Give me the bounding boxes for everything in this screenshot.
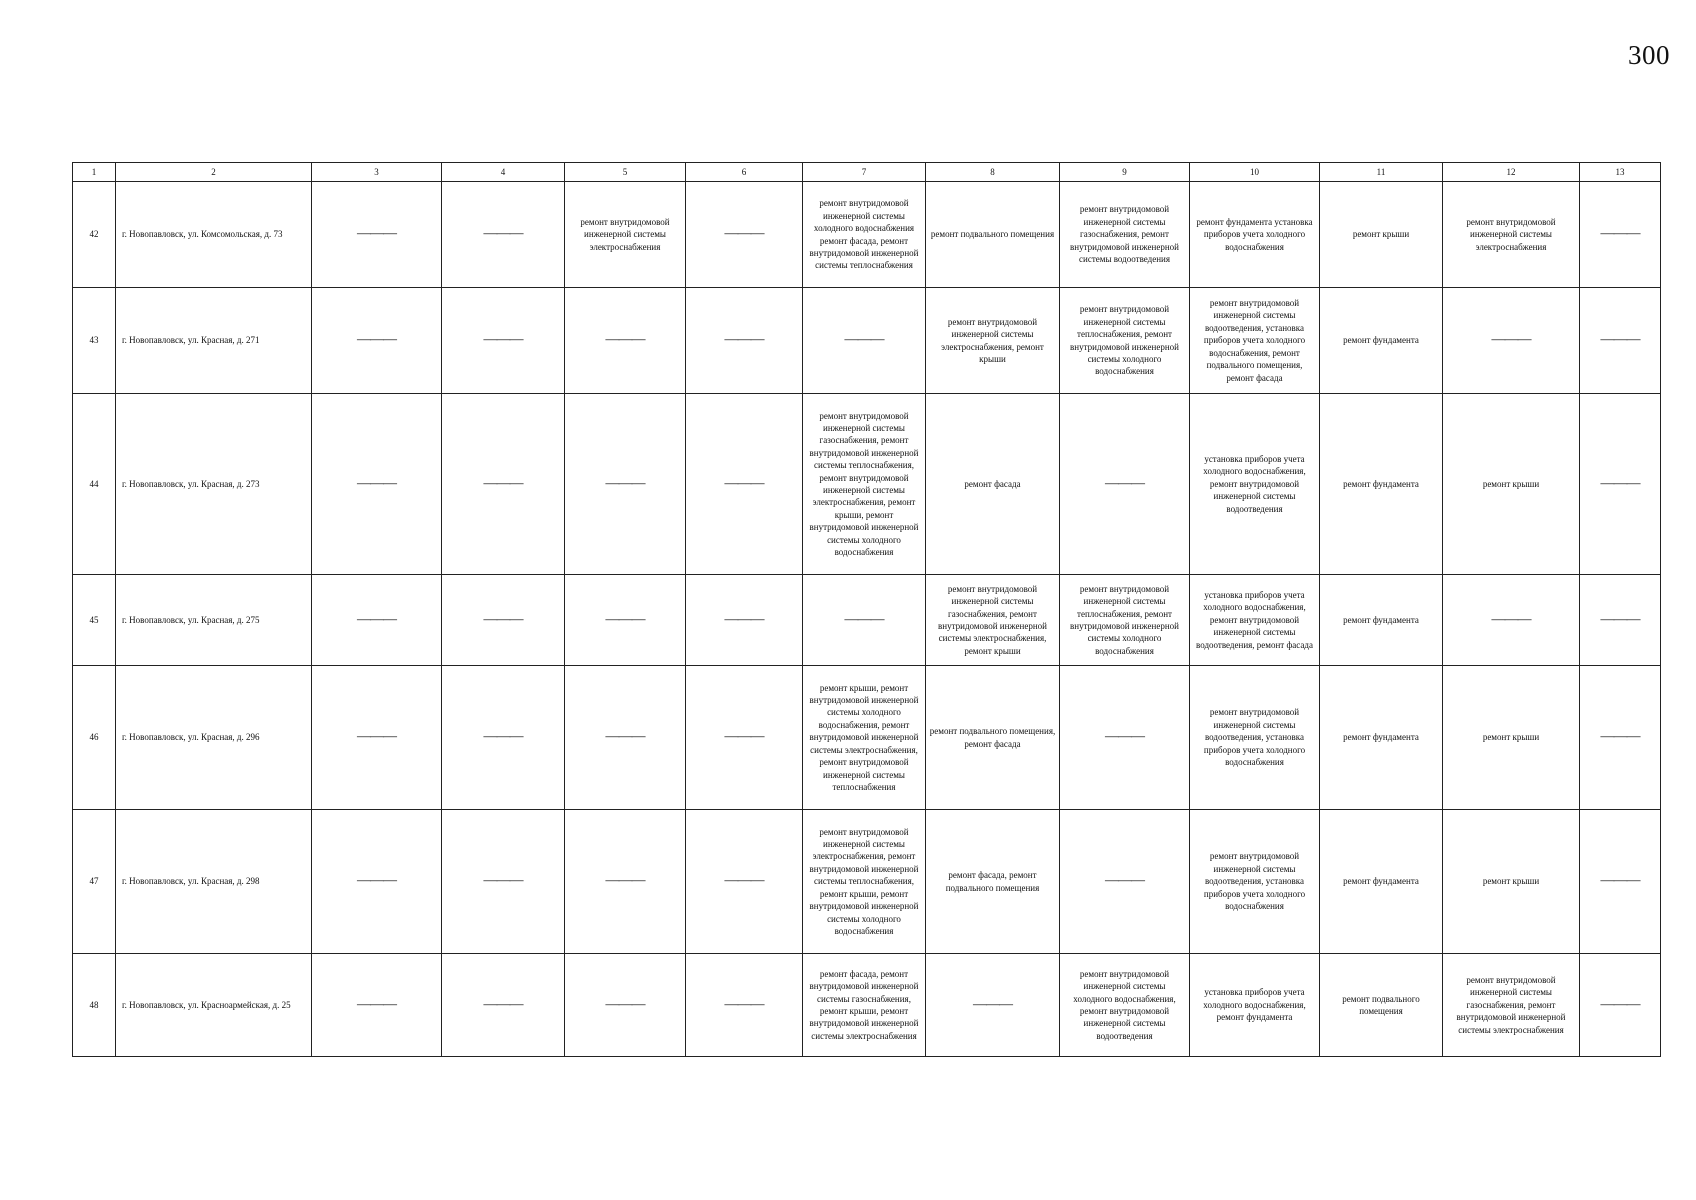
work-cell-col8: ремонт фасада, ремонт подвального помещения — [926, 810, 1060, 954]
work-cell-col7: ——— — [803, 575, 926, 666]
work-cell-col9: ——— — [1060, 810, 1190, 954]
row-number-cell: 44 — [73, 394, 116, 575]
work-cell-col9: ремонт внутридомовой инженерной системы холодного водоснабжения, ремонт внутридомовой инженерной системы водоотведения — [1060, 954, 1190, 1057]
work-cell-col11: ремонт подвального помещения — [1320, 954, 1443, 1057]
column-header: 7 — [803, 163, 926, 182]
column-header: 9 — [1060, 163, 1190, 182]
table-row — [73, 394, 1661, 575]
page-number: 300 — [1628, 40, 1670, 70]
row-number-cell: 42 — [73, 182, 116, 288]
address-cell: г. Новопавловск, ул. Красноармейская, д. 25 — [116, 954, 312, 1057]
table-row — [73, 288, 1661, 394]
work-cell-col5: ——— — [565, 810, 686, 954]
column-header: 11 — [1320, 163, 1443, 182]
work-cell-col4: ——— — [442, 182, 565, 288]
address-cell: г. Новопавловск, ул. Комсомольская, д. 73 — [116, 182, 312, 288]
table-row — [73, 575, 1661, 666]
column-header: 13 — [1580, 163, 1661, 182]
work-cell-col9: ——— — [1060, 666, 1190, 810]
work-cell-col6: ——— — [686, 575, 803, 666]
column-header: 1 — [73, 163, 116, 182]
work-cell-col7: ремонт внутридомовой инженерной системы электроснабжения, ремонт внутридомовой инженерной системы теплоснабжения, ремонт крыши, ремонт внутридомовой инженерной системы холодного водоснабжения — [803, 810, 926, 954]
work-cell-col10: ремонт внутридомовой инженерной системы водоотведения, установка приборов учета холодного водоснабжения — [1190, 666, 1320, 810]
work-cell-col6: ——— — [686, 288, 803, 394]
work-cell-col12: ремонт крыши — [1443, 666, 1580, 810]
work-cell-col8: ремонт фасада — [926, 394, 1060, 575]
work-cell-col13: ——— — [1580, 182, 1661, 288]
work-cell-col12: ——— — [1443, 288, 1580, 394]
work-cell-col5: ремонт внутридомовой инженерной системы электроснабжения — [565, 182, 686, 288]
work-cell-col10: установка приборов учета холодного водоснабжения, ремонт фундамента — [1190, 954, 1320, 1057]
work-cell-col13: ——— — [1580, 288, 1661, 394]
work-cell-col7: ремонт фасада, ремонт внутридомовой инженерной системы газоснабжения, ремонт крыши, ремонт внутридомовой инженерной системы электроснабжения — [803, 954, 926, 1057]
work-cell-col6: ——— — [686, 954, 803, 1057]
column-header: 4 — [442, 163, 565, 182]
work-cell-col9: ремонт внутридомовой инженерной системы теплоснабжения, ремонт внутридомовой инженерной системы холодного водоснабжения — [1060, 288, 1190, 394]
work-cell-col4: ——— — [442, 666, 565, 810]
work-cell-col10: ремонт фундамента установка приборов учета холодного водоснабжения — [1190, 182, 1320, 288]
work-cell-col13: ——— — [1580, 666, 1661, 810]
work-cell-col3: ——— — [312, 575, 442, 666]
work-cell-col12: ——— — [1443, 575, 1580, 666]
column-header: 8 — [926, 163, 1060, 182]
work-cell-col10: ремонт внутридомовой инженерной системы водоотведения, установка приборов учета холодного водоснабжения, ремонт подвального помещения, ремонт фасада — [1190, 288, 1320, 394]
address-cell: г. Новопавловск, ул. Красная, д. 298 — [116, 810, 312, 954]
work-cell-col3: ——— — [312, 182, 442, 288]
work-cell-col8: ремонт подвального помещения, ремонт фасада — [926, 666, 1060, 810]
work-cell-col12: ремонт крыши — [1443, 394, 1580, 575]
work-cell-col11: ремонт крыши — [1320, 182, 1443, 288]
work-cell-col5: ——— — [565, 394, 686, 575]
address-cell: г. Новопавловск, ул. Красная, д. 296 — [116, 666, 312, 810]
address-cell: г. Новопавловск, ул. Красная, д. 275 — [116, 575, 312, 666]
column-header: 12 — [1443, 163, 1580, 182]
work-cell-col8: ——— — [926, 954, 1060, 1057]
work-cell-col13: ——— — [1580, 954, 1661, 1057]
table-row — [73, 666, 1661, 810]
column-header: 2 — [116, 163, 312, 182]
work-cell-col3: ——— — [312, 666, 442, 810]
work-cell-col4: ——— — [442, 810, 565, 954]
row-number-cell: 46 — [73, 666, 116, 810]
work-cell-col10: установка приборов учета холодного водоснабжения, ремонт внутридомовой инженерной системы водоотведения — [1190, 394, 1320, 575]
work-cell-col5: ——— — [565, 954, 686, 1057]
work-cell-col3: ——— — [312, 810, 442, 954]
address-cell: г. Новопавловск, ул. Красная, д. 271 — [116, 288, 312, 394]
work-cell-col13: ——— — [1580, 810, 1661, 954]
work-cell-col10: установка приборов учета холодного водоснабжения, ремонт внутридомовой инженерной системы водоотведения, ремонт фасада — [1190, 575, 1320, 666]
work-cell-col3: ——— — [312, 288, 442, 394]
work-cell-col7: ——— — [803, 288, 926, 394]
work-cell-col7: ремонт внутридомовой инженерной системы холодного водоснабжения ремонт фасада, ремонт внутридомовой инженерной системы теплоснабжения — [803, 182, 926, 288]
work-cell-col9: ремонт внутридомовой инженерной системы газоснабжения, ремонт внутридомовой инженерной системы водоотведения — [1060, 182, 1190, 288]
work-cell-col5: ——— — [565, 575, 686, 666]
work-cell-col7: ремонт крыши, ремонт внутридомовой инженерной системы холодного водоснабжения, ремонт внутридомовой инженерной системы электроснабжения, ремонт внутридомовой инженерной системы теплоснабжения — [803, 666, 926, 810]
work-cell-col13: ——— — [1580, 394, 1661, 575]
column-header: 5 — [565, 163, 686, 182]
work-cell-col4: ——— — [442, 394, 565, 575]
work-cell-col3: ——— — [312, 954, 442, 1057]
work-cell-col10: ремонт внутридомовой инженерной системы водоотведения, установка приборов учета холодного водоснабжения — [1190, 810, 1320, 954]
work-cell-col5: ——— — [565, 288, 686, 394]
work-cell-col4: ——— — [442, 575, 565, 666]
address-cell: г. Новопавловск, ул. Красная, д. 273 — [116, 394, 312, 575]
work-cell-col11: ремонт фундамента — [1320, 666, 1443, 810]
work-cell-col11: ремонт фундамента — [1320, 575, 1443, 666]
row-number-cell: 45 — [73, 575, 116, 666]
work-cell-col6: ——— — [686, 394, 803, 575]
work-cell-col8: ремонт подвального помещения — [926, 182, 1060, 288]
work-cell-col11: ремонт фундамента — [1320, 394, 1443, 575]
work-cell-col6: ——— — [686, 810, 803, 954]
column-header: 3 — [312, 163, 442, 182]
column-header: 10 — [1190, 163, 1320, 182]
row-number-cell: 47 — [73, 810, 116, 954]
work-cell-col3: ——— — [312, 394, 442, 575]
work-cell-col9: ——— — [1060, 394, 1190, 575]
work-cell-col5: ——— — [565, 666, 686, 810]
work-cell-col12: ремонт внутридомовой инженерной системы газоснабжения, ремонт внутридомовой инженерной системы электроснабжения — [1443, 954, 1580, 1057]
row-number-cell: 43 — [73, 288, 116, 394]
work-cell-col8: ремонт внутридомовой инженерной системы электроснабжения, ремонт крыши — [926, 288, 1060, 394]
table-row — [73, 810, 1661, 954]
work-cell-col7: ремонт внутридомовой инженерной системы газоснабжения, ремонт внутридомовой инженерной системы теплоснабжения, ремонт внутридомовой инженерной системы электроснабжения, ремонт крыши, ремонт внутридомовой инженерной системы холодного водоснабжения — [803, 394, 926, 575]
table-row — [73, 954, 1661, 1057]
work-cell-col8: ремонт внутридомовой инженерной системы газоснабжения, ремонт внутридомовой инженерной системы электроснабжения, ремонт крыши — [926, 575, 1060, 666]
row-number-cell: 48 — [73, 954, 116, 1057]
work-cell-col11: ремонт фундамента — [1320, 288, 1443, 394]
work-cell-col12: ремонт внутридомовой инженерной системы электроснабжения — [1443, 182, 1580, 288]
work-cell-col12: ремонт крыши — [1443, 810, 1580, 954]
work-cell-col13: ——— — [1580, 575, 1661, 666]
work-cell-col6: ——— — [686, 182, 803, 288]
table-row — [73, 182, 1661, 288]
work-cell-col4: ——— — [442, 954, 565, 1057]
work-cell-col9: ремонт внутридомовой инженерной системы теплоснабжения, ремонт внутридомовой инженерной системы холодного водоснабжения — [1060, 575, 1190, 666]
work-cell-col4: ——— — [442, 288, 565, 394]
work-cell-col6: ——— — [686, 666, 803, 810]
repair-schedule-table — [72, 162, 1661, 1057]
column-header: 6 — [686, 163, 803, 182]
work-cell-col11: ремонт фундамента — [1320, 810, 1443, 954]
column-number-header-row — [73, 163, 1661, 182]
